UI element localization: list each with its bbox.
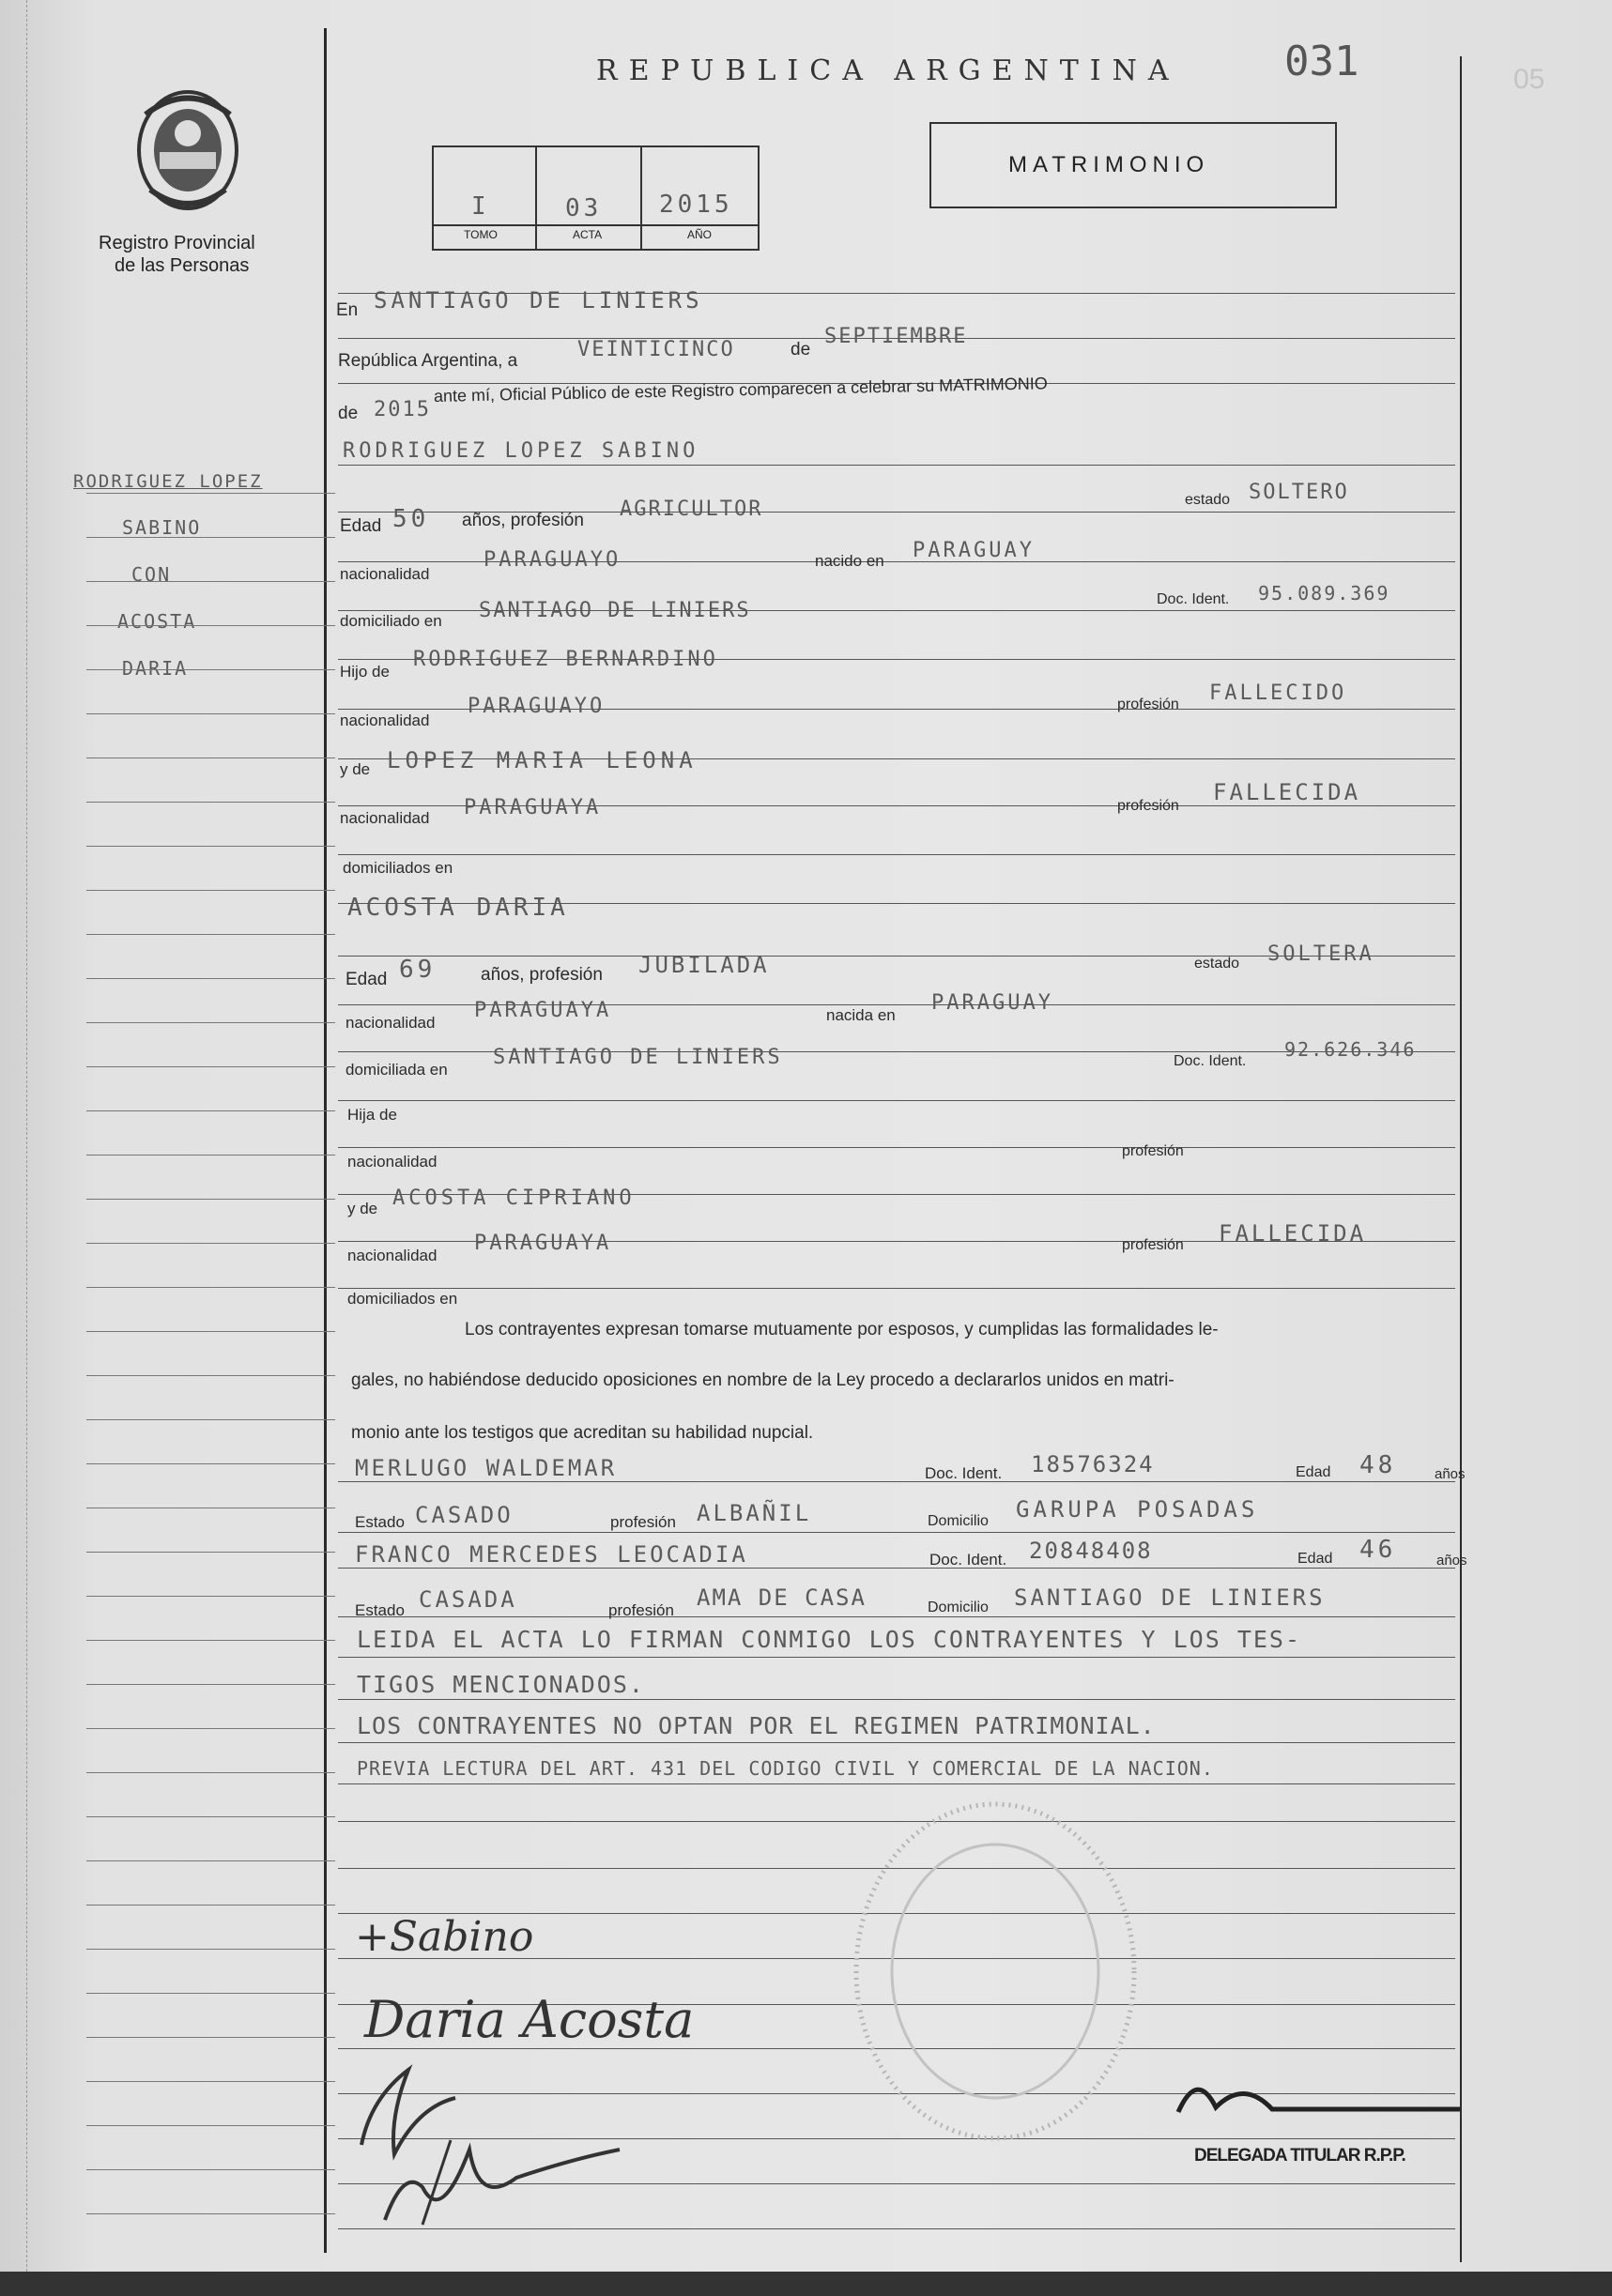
act-type-box: [929, 122, 1337, 208]
officer-title: DELEGADA TITULAR R.P.P.: [1194, 2146, 1405, 2166]
bride-nacida: PARAGUAY: [931, 991, 1053, 1015]
bride-anos-label: años, profesión: [481, 965, 603, 985]
body-ruled-line: [338, 1288, 1455, 1289]
tomo-value: I: [471, 192, 490, 221]
groom-doc: 95.089.369: [1258, 582, 1390, 605]
left-edge-rule: [26, 0, 27, 2272]
bride-mother-prof-label: profesión: [1122, 1237, 1184, 1253]
body-ruled-line: [338, 1616, 1455, 1617]
body-ruled-line: [338, 1742, 1455, 1743]
bride-nacida-label: nacida en: [826, 1006, 896, 1024]
witness2-doc: 20848408: [1029, 1538, 1153, 1564]
witness1-dom-label: Domicilio: [928, 1513, 989, 1529]
acta-label: ACTA: [573, 228, 603, 241]
margin-note-line1: RODRIGUEZ LOPEZ: [73, 471, 263, 492]
groom-mother-prof-label: profesión: [1117, 798, 1179, 814]
margin-ruled-line: [86, 1155, 335, 1156]
witness1-estado-label: Estado: [355, 1513, 405, 1531]
groom-father-prof-label: profesión: [1117, 696, 1179, 712]
groom-anos-label: años, profesión: [462, 511, 584, 530]
tomo-label: TOMO: [464, 228, 498, 241]
margin-ruled-line: [86, 1993, 335, 1994]
bride-yde-label: y de: [347, 1200, 378, 1217]
witness2-edad-label: Edad: [1297, 1551, 1333, 1567]
bride-profesion: JUBILADA: [638, 952, 770, 978]
margin-note-line5: DARIA: [122, 657, 189, 680]
margin-ruled-line: [86, 713, 335, 714]
margin-ruled-line: [86, 1905, 335, 1906]
folio-faint-number: 05: [1513, 64, 1545, 95]
bride-nacionalidad-label: nacionalidad: [345, 1014, 436, 1032]
margin-ruled-line: [86, 537, 335, 538]
groom-mother-nac: PARAGUAYA: [464, 796, 602, 819]
body-ruled-line: [338, 854, 1455, 855]
record-reference-box: [432, 145, 760, 251]
bride-mother: ACOSTA CIPRIANO: [392, 1186, 636, 1210]
witness2-signature: [366, 2131, 629, 2234]
groom-domicilio-label: domiciliado en: [340, 612, 442, 630]
margin-ruled-line: [86, 2169, 335, 2170]
official-stamp: [850, 1798, 1141, 2145]
groom-father: RODRIGUEZ BERNARDINO: [413, 648, 718, 671]
body-ruled-line: [338, 1100, 1455, 1101]
body-ruled-line: [338, 1568, 1455, 1569]
groom-edad-label: Edad: [340, 516, 382, 536]
witness2-estado: CASADA: [419, 1586, 517, 1613]
anio-value: 2015: [659, 191, 733, 219]
body-ruled-line: [338, 465, 1455, 466]
month-label: de: [791, 340, 811, 360]
groom-estado-label: estado: [1185, 492, 1231, 508]
right-rule: [1460, 56, 1462, 2262]
ceremony-day: VEINTICINCO: [577, 338, 735, 361]
margin-ruled-line: [86, 2037, 335, 2038]
anio-label: AÑO: [687, 228, 713, 241]
ceremony-place: SANTIAGO DE LINIERS: [374, 287, 703, 314]
bride-doc: 92.626.346: [1284, 1038, 1417, 1061]
declaration-line3: monio ante los testigos que acreditan su habilidad nupcial.: [351, 1423, 814, 1443]
margin-note-line4: ACOSTA: [117, 610, 197, 633]
margin-ruled-line: [86, 1199, 335, 1200]
en-label: En: [336, 300, 359, 320]
margin-note-line3: CON: [131, 563, 172, 586]
groom-father-nac-label: nacionalidad: [340, 712, 430, 729]
body-ruled-line: [338, 1783, 1455, 1784]
margin-ruled-line: [86, 802, 335, 803]
margin-ruled-line: [86, 1287, 335, 1288]
bride-domicilio: SANTIAGO DE LINIERS: [493, 1046, 783, 1069]
body-ruled-line: [338, 1699, 1455, 1700]
body-ruled-line: [338, 1481, 1455, 1482]
officer-signature: [1169, 2070, 1469, 2126]
margin-ruled-line: [86, 1772, 335, 1773]
margin-ruled-line: [86, 581, 335, 582]
ceremony-month: SEPTIEMBRE: [824, 325, 968, 348]
groom-mother: LOPEZ MARIA LEONA: [387, 747, 698, 773]
witness2-edad: 46: [1359, 1536, 1397, 1564]
witness2-estado-label: Estado: [355, 1601, 405, 1619]
groom-mother-prof: FALLECIDA: [1213, 779, 1361, 805]
witness1-name: MERLUGO WALDEMAR: [355, 1455, 618, 1481]
groom-father-prof: FALLECIDO: [1209, 681, 1347, 705]
witness1-doc-label: Doc. Ident.: [925, 1464, 1003, 1482]
margin-ruled-line: [86, 890, 335, 891]
margin-ruled-line: [86, 1375, 335, 1376]
groom-name: RODRIGUEZ LOPEZ SABINO: [343, 439, 699, 463]
year-label: de: [338, 404, 359, 423]
witness2-profesion: AMA DE CASA: [697, 1584, 867, 1611]
witness1-doc: 18576324: [1031, 1451, 1155, 1477]
declaration-line1: Los contrayentes expresan tomarse mutuamente por esposos, y cumplidas las formalidades le-: [465, 1320, 1219, 1339]
margin-ruled-line: [86, 1816, 335, 1817]
ceremony-year: 2015: [374, 398, 431, 421]
witness2-anos-label: años: [1436, 1553, 1467, 1569]
witness1-profesion: ALBAÑIL: [697, 1500, 812, 1526]
groom-profesion: AGRICULTOR: [620, 497, 763, 521]
note-line2: TIGOS MENCIONADOS.: [357, 1671, 645, 1698]
margin-ruled-line: [86, 846, 335, 847]
margin-rule: [324, 28, 327, 2253]
bride-mother-prof: FALLECIDA: [1219, 1220, 1367, 1247]
groom-nacido-label: nacido en: [815, 552, 884, 570]
declaration-line2: gales, no habiéndose deducido oposiciones en nombre de la Ley procedo a declararlos unidos en matri-: [351, 1370, 1174, 1390]
witness2-doc-label: Doc. Ident.: [929, 1551, 1007, 1569]
witness2-prof-label: profesión: [608, 1601, 674, 1619]
bride-father-nac-label: nacionalidad: [347, 1153, 438, 1171]
margin-ruled-line: [86, 934, 335, 935]
margin-ruled-line: [86, 1596, 335, 1597]
groom-estado: SOLTERO: [1249, 481, 1349, 504]
note-line3: LOS CONTRAYENTES NO OPTAN POR EL REGIMEN PATRIMONIAL.: [357, 1712, 1156, 1739]
registry-name-line1: Registro Provincial: [99, 233, 255, 253]
margin-ruled-line: [86, 1463, 335, 1464]
witness1-prof-label: profesión: [610, 1513, 676, 1531]
witness1-anos-label: años: [1435, 1466, 1466, 1482]
margin-ruled-line: [86, 1066, 335, 1067]
margin-note-line2: SABINO: [122, 516, 202, 539]
margin-ruled-line: [86, 1243, 335, 1244]
margin-ruled-line: [86, 1331, 335, 1332]
note-line1: LEIDA EL ACTA LO FIRMAN CONMIGO LOS CONTRAYENTES Y LOS TES-: [357, 1626, 1302, 1653]
margin-ruled-line: [86, 2125, 335, 2126]
groom-signature: +Sabino: [355, 1913, 534, 1961]
body-ruled-line: [338, 1147, 1455, 1148]
groom-father-nac: PARAGUAYO: [468, 695, 606, 718]
intro-sentence: ante mí, Oficial Público de este Registro comparecen a celebrar su MATRIMONIO: [433, 374, 1048, 406]
margin-ruled-line: [86, 978, 335, 979]
groom-domicilio: SANTIAGO DE LINIERS: [479, 599, 751, 622]
margin-ruled-line: [86, 493, 335, 494]
margin-ruled-line: [86, 1860, 335, 1861]
margin-ruled-line: [86, 669, 335, 670]
bride-estado: SOLTERA: [1267, 942, 1374, 966]
witness2-dom-label: Domicilio: [928, 1600, 989, 1615]
groom-mother-nac-label: nacionalidad: [340, 809, 430, 827]
act-type-label: MATRIMONIO: [1008, 152, 1210, 177]
groom-edad: 50: [392, 505, 430, 533]
bride-nacionalidad: PARAGUAYA: [474, 999, 612, 1022]
groom-nacido: PARAGUAY: [913, 539, 1035, 562]
bride-name: ACOSTA DARIA: [347, 894, 569, 922]
margin-ruled-line: [86, 2213, 335, 2214]
coat-of-arms-seal: [127, 77, 249, 218]
note-line4: PREVIA LECTURA DEL ART. 431 DEL CODIGO CIVIL Y COMERCIAL DE LA NACION.: [357, 1757, 1214, 1780]
margin-ruled-line: [86, 2081, 335, 2082]
acta-value: 03: [565, 194, 603, 222]
groom-doc-label: Doc. Ident.: [1157, 591, 1230, 607]
margin-ruled-line: [86, 625, 335, 626]
witness2-name: FRANCO MERCEDES LEOCADIA: [355, 1541, 748, 1568]
bride-hija-label: Hija de: [347, 1106, 397, 1124]
witness1-edad-label: Edad: [1296, 1464, 1331, 1480]
bride-doc-label: Doc. Ident.: [1174, 1053, 1247, 1069]
country-title: REPUBLICA ARGENTINA: [596, 54, 1180, 87]
bride-signature: Daria Acosta: [364, 1990, 695, 2049]
margin-ruled-line: [86, 1684, 335, 1685]
groom-yde-label: y de: [340, 760, 371, 778]
groom-hijo-label: Hijo de: [340, 663, 390, 681]
margin-ruled-line: [86, 1552, 335, 1553]
witness1-estado: CASADO: [415, 1502, 514, 1528]
witness2-domicilio: SANTIAGO DE LINIERS: [1014, 1584, 1326, 1611]
margin-ruled-line: [86, 1728, 335, 1729]
margin-ruled-line: [86, 1110, 335, 1111]
registry-name-line2: de las Personas: [115, 255, 250, 276]
witness1-edad: 48: [1359, 1451, 1397, 1479]
bride-father-prof-label: profesión: [1122, 1143, 1184, 1159]
folio-number: 031: [1284, 38, 1359, 85]
margin-ruled-line: [86, 1640, 335, 1641]
bride-domiciliados-label: domiciliados en: [347, 1290, 458, 1308]
bride-edad-label: Edad: [345, 970, 388, 989]
margin-ruled-line: [86, 1022, 335, 1023]
bride-mother-nac-label: nacionalidad: [347, 1247, 438, 1264]
groom-nacionalidad-label: nacionalidad: [340, 565, 430, 583]
republica-label: República Argentina, a: [338, 351, 518, 371]
body-ruled-line: [338, 1657, 1455, 1658]
bride-domicilio-label: domiciliada en: [345, 1061, 448, 1079]
margin-ruled-line: [86, 1419, 335, 1420]
groom-nacionalidad: PARAGUAYO: [484, 548, 622, 572]
bride-mother-nac: PARAGUAYA: [474, 1232, 612, 1255]
bottom-shadow-strip: [0, 2272, 1612, 2296]
witness1-domicilio: GARUPA POSADAS: [1016, 1496, 1259, 1523]
bride-estado-label: estado: [1194, 956, 1240, 972]
groom-domiciliados-label: domiciliados en: [343, 859, 453, 877]
margin-ruled-line: [86, 1949, 335, 1950]
body-ruled-line: [338, 1532, 1455, 1533]
bride-edad: 69: [399, 956, 437, 984]
